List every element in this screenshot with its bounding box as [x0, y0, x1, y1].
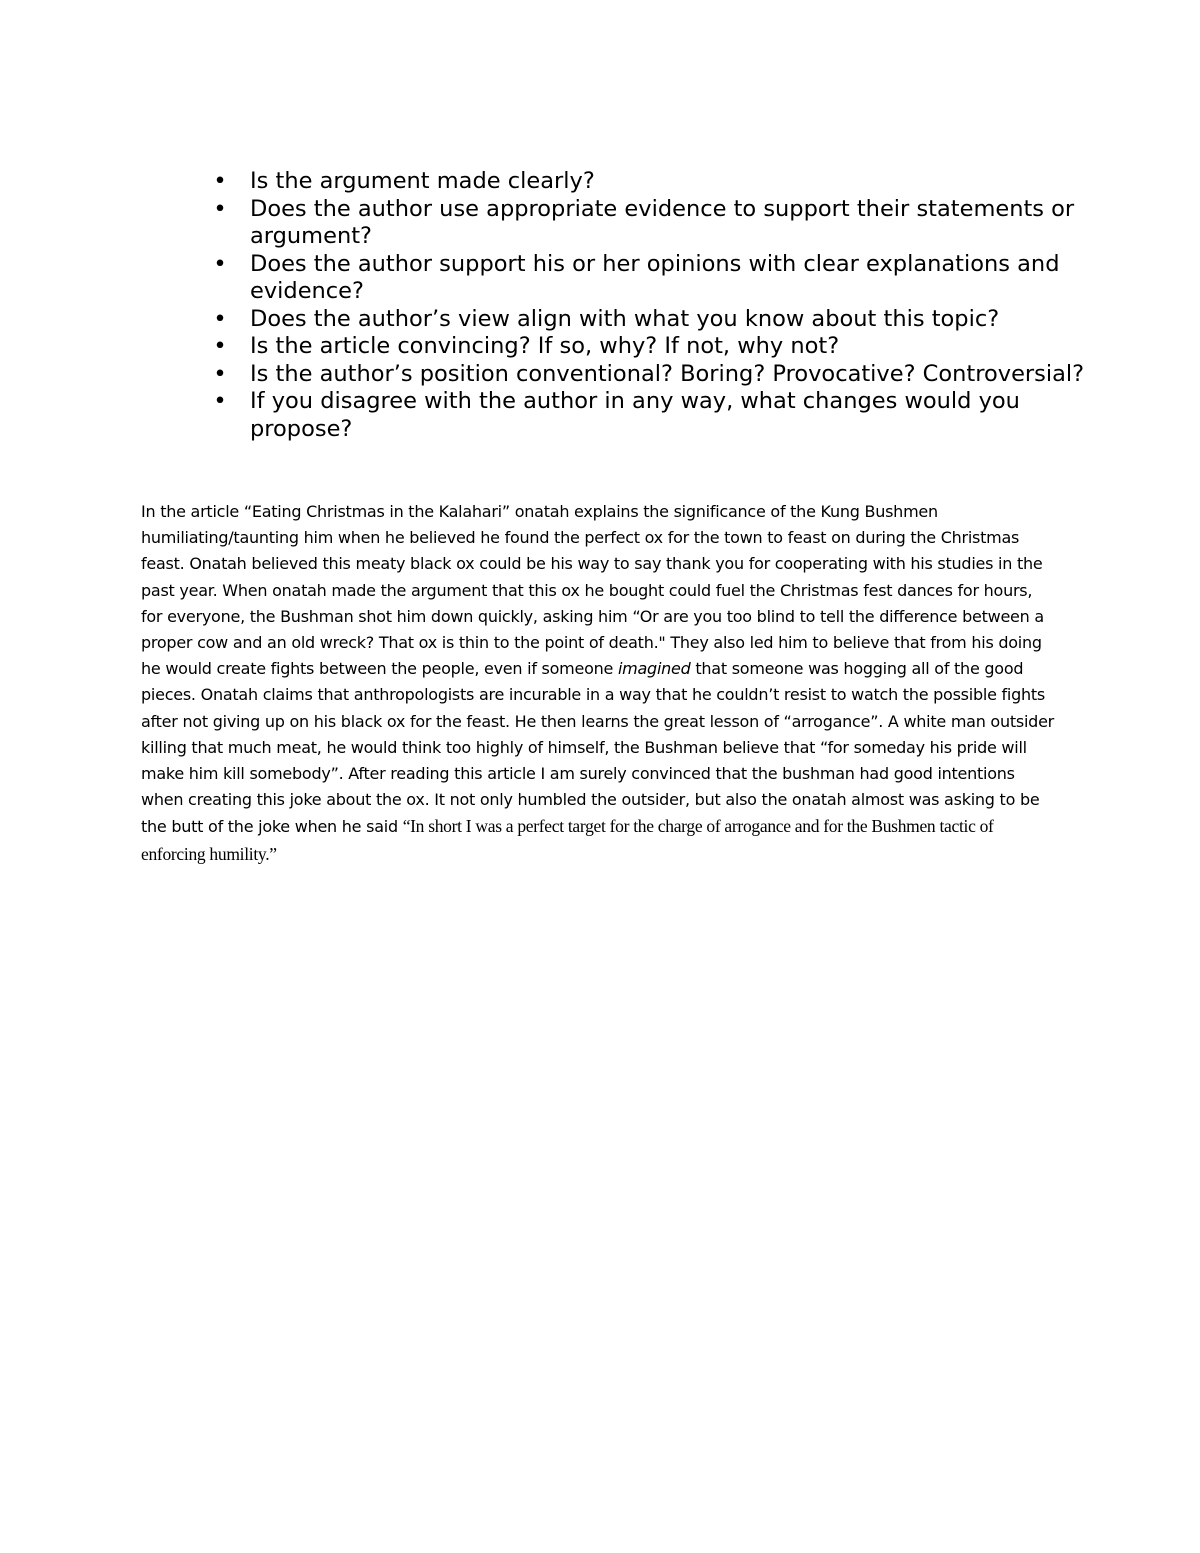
bullet-icon: • [213, 388, 227, 414]
question-item [210, 196, 1090, 251]
question-list [210, 168, 1090, 443]
essay-paragraph [141, 499, 1056, 868]
question-item [210, 333, 1090, 361]
essay-quote: “In short I was a perfect target for the charge of arrogance and for the Bushmen tactic of enforcing humility.” [141, 816, 994, 864]
question-item [210, 388, 1090, 443]
bullet-icon: • [213, 360, 227, 387]
bullet-icon: • [213, 333, 227, 359]
question-item [210, 168, 1090, 196]
question-item [210, 251, 1090, 306]
bullet-icon: • [213, 195, 227, 222]
question-text: Is the article convincing? If so, why? If not, why not? [250, 333, 840, 359]
question-text: If you disagree with the author in any way, what changes would you propose? [250, 388, 1020, 442]
essay-text-part1: In the article “Eating Christmas in the Kalahari” onatah explains the significance of the Kung Bushmen humiliating/taunting him when he believed he found the perfect ox for the town to feast on during the Christmas feast. Onatah believed this meaty black ox could be his way to say thank you for cooperating with his studies in the past year. When onatah made the argument that this ox he bought could fuel the Christmas fest dances for hours, for everyone, the Bushman shot him down quickly, asking him “Or are you too blind to tell the difference between a proper cow and an old wreck? That ox is thin to the point of death." They also led him to believe that from his doing he would create fights between the people, even if someone [141, 502, 1044, 679]
bullet-icon: • [213, 168, 227, 194]
question-text: Is the argument made clearly? [250, 168, 595, 194]
question-text: Does the author’s view align with what you know about this topic? [250, 305, 1000, 332]
question-item [210, 361, 1090, 389]
question-text: Does the author support his or her opinions with clear explanations and evidence? [250, 250, 1060, 304]
essay-italic-word: imagined [617, 659, 691, 679]
bullet-icon: • [213, 250, 227, 277]
question-text: Is the author’s position conventional? Boring? Provocative? Controversial? [250, 360, 1085, 387]
question-item [210, 306, 1090, 334]
question-text: Does the author use appropriate evidence to support their statements or argument? [250, 195, 1075, 249]
bullet-icon: • [213, 305, 227, 332]
essay-text-part2: that someone was hogging all of the good pieces. Onatah claims that anthropologists are incurable in a way that he couldn’t resist to watch the possible fights after not giving up on his black ox for the feast. He then learns the great lesson of “arrogance”. A white man outsider killing that much meat, he would think too highly of himself, the Bushman believe that “for someday his pride will make him kill somebody”. After reading this article I am surely convinced that the bushman had good intentions when creating this joke about the ox. It not only humbled the outsider, but also the onatah almost was asking to be the butt of the joke when he said [141, 659, 1054, 837]
